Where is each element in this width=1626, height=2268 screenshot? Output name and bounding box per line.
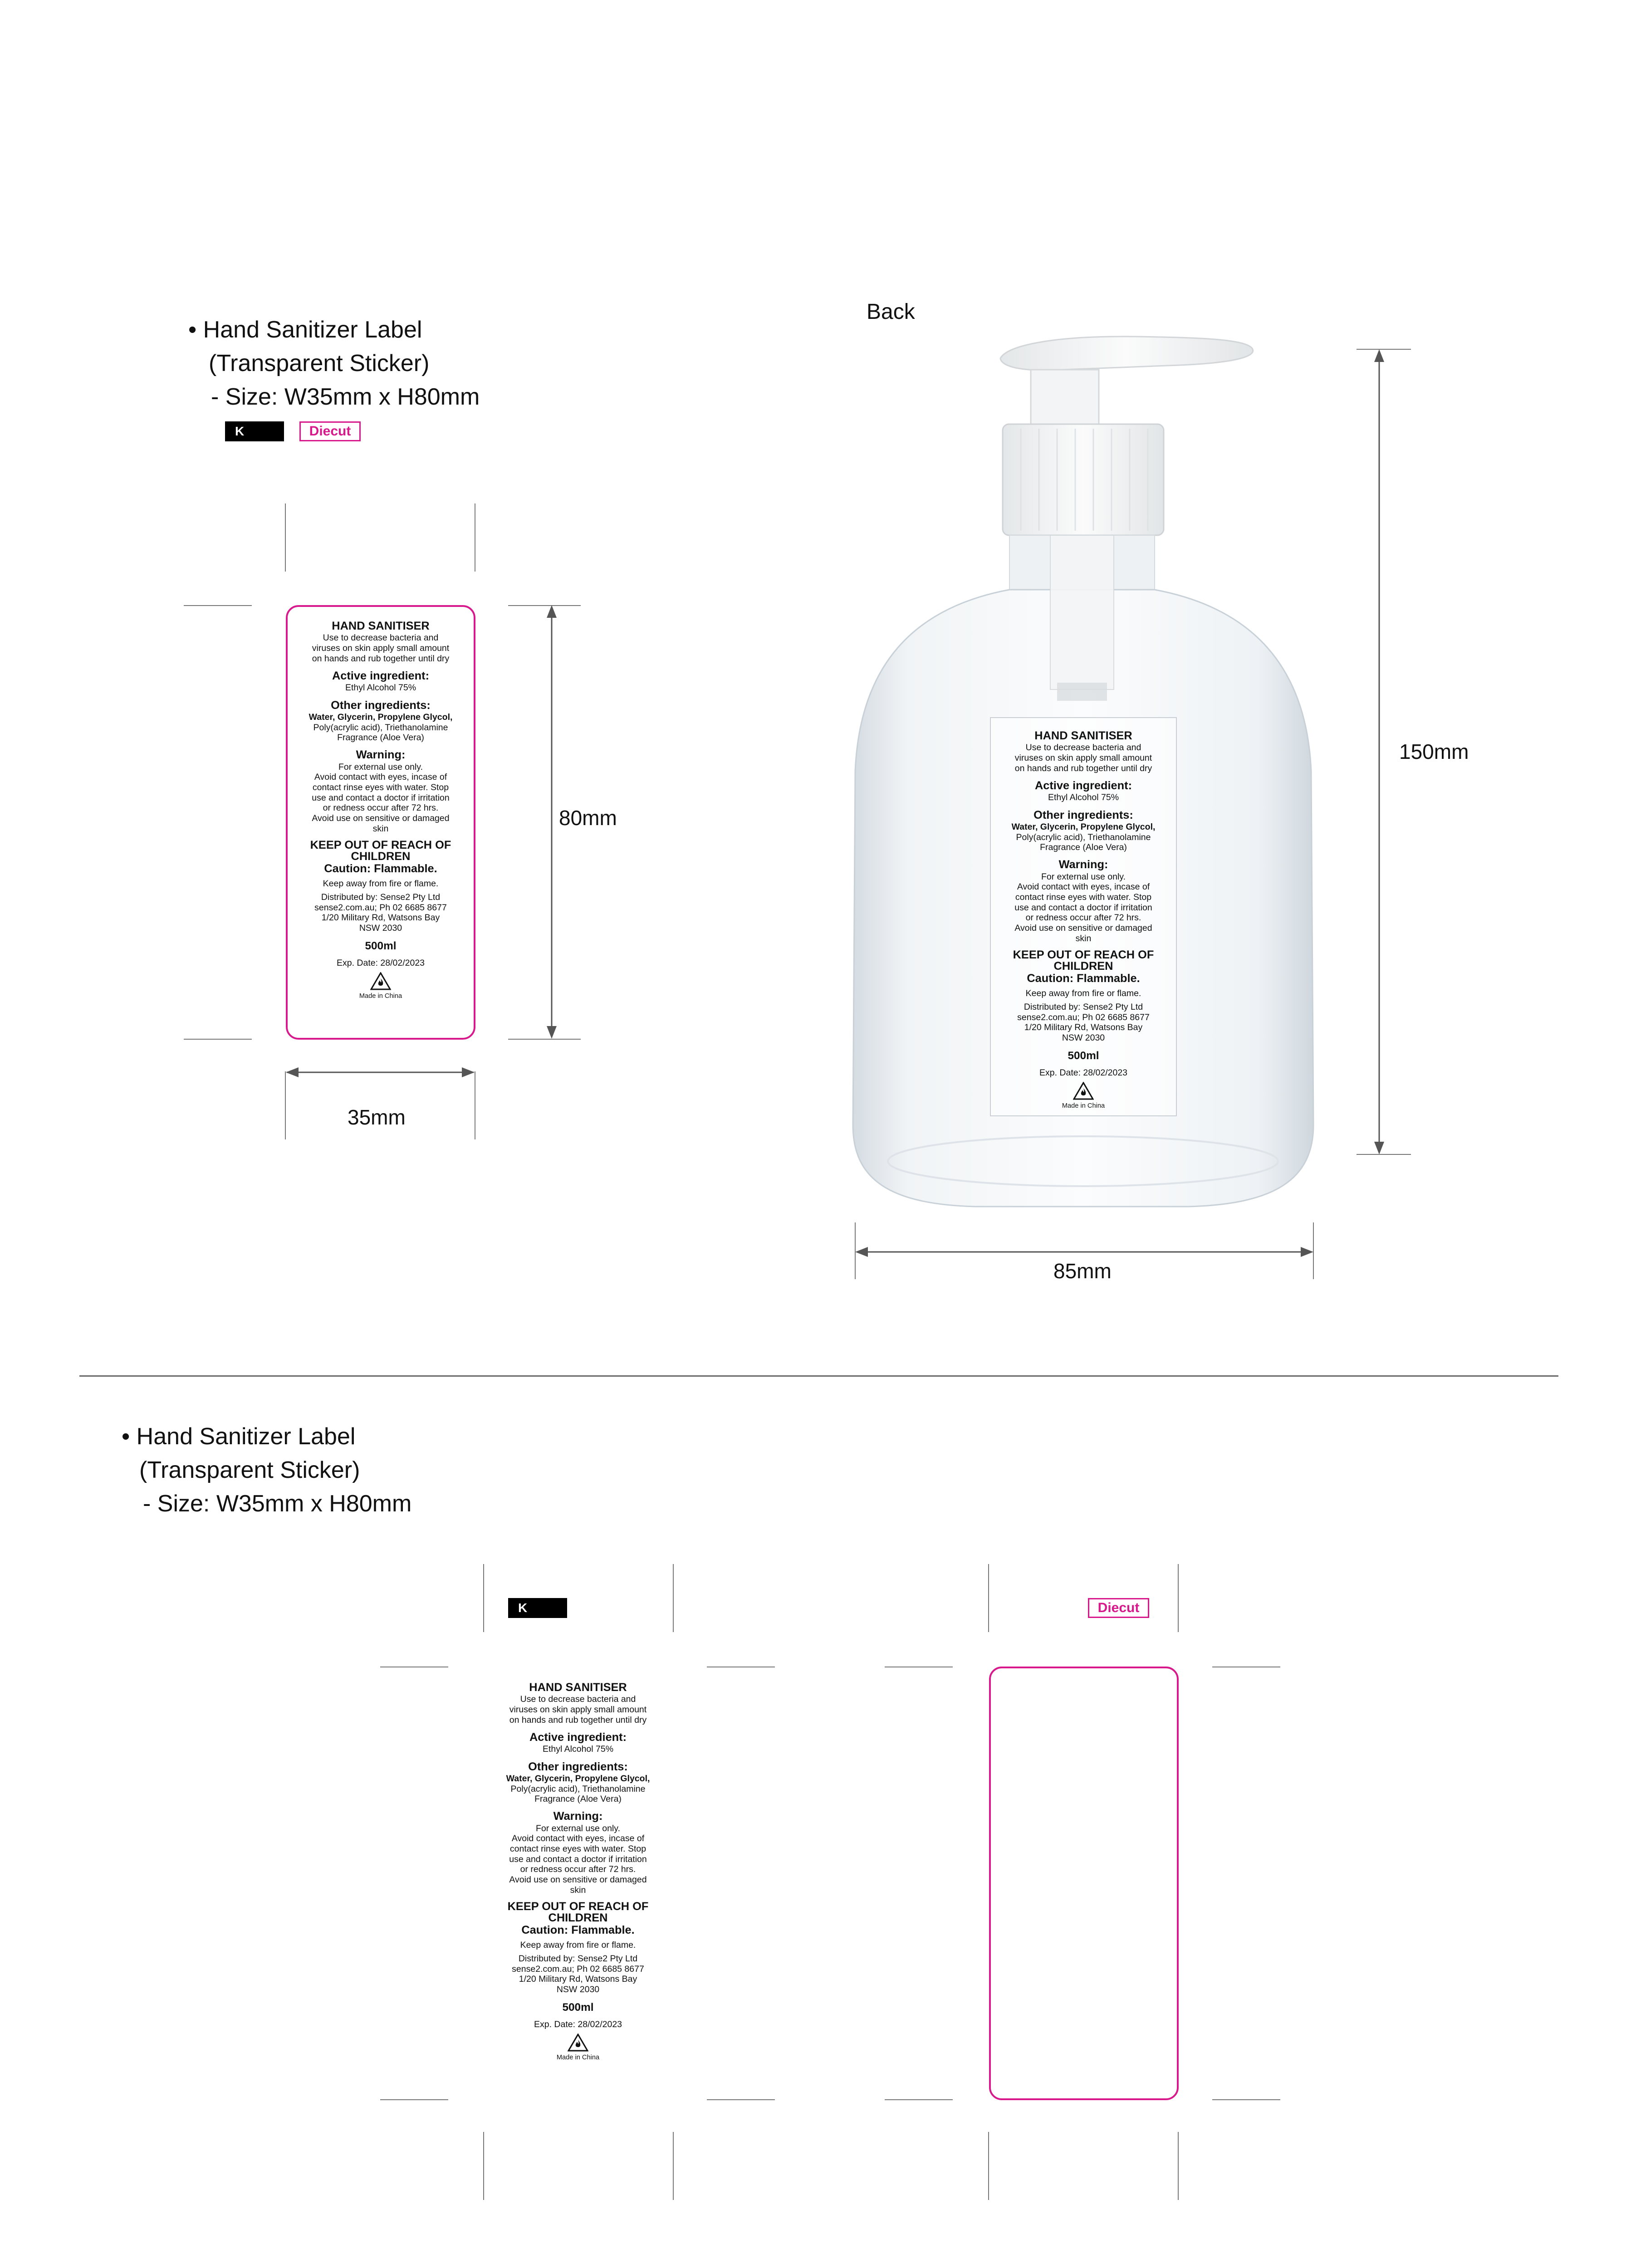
crop-mark xyxy=(988,1564,989,1632)
section-divider xyxy=(79,1375,1558,1377)
key-color-chip: K xyxy=(225,421,284,441)
label-other-2: Poly(acrylic acid), Triethanolamine xyxy=(1016,832,1151,842)
crop-mark xyxy=(988,2132,989,2200)
label-artwork-key xyxy=(488,1681,668,2062)
label-warn-2: Avoid contact with eyes, incase of xyxy=(314,772,447,782)
label-volume: 500ml xyxy=(562,2001,594,2014)
label-active-value: Ethyl Alcohol 75% xyxy=(1048,792,1119,803)
label-dist-4: NSW 2030 xyxy=(556,1984,600,1994)
crop-mark xyxy=(483,2132,484,2200)
label-warn-4: use and contact a doctor if irritation xyxy=(509,1854,647,1864)
label-warn-5: or redness occur after 72 hrs. xyxy=(1025,913,1141,923)
dip-tube xyxy=(1050,535,1114,689)
bottle-height-dim: 150mm xyxy=(1399,740,1469,763)
bottom-spec-title-1: • Hand Sanitizer Label xyxy=(122,1423,356,1450)
label-height-dim: 80mm xyxy=(559,806,617,830)
label-made-in: Made in China xyxy=(556,2054,600,2062)
crop-mark xyxy=(885,2099,953,2100)
label-dist-2: sense2.com.au; Ph 02 6685 8677 xyxy=(1017,1012,1150,1022)
label-other-3: Fragrance (Aloe Vera) xyxy=(337,733,424,743)
label-exp: Exp. Date: 28/02/2023 xyxy=(534,2019,622,2030)
label-other-title: Other ingredients: xyxy=(331,699,431,712)
crop-mark xyxy=(673,2132,674,2200)
label-keep-2: CHILDREN xyxy=(548,1911,608,1925)
label-warn-4: use and contact a doctor if irritation xyxy=(1014,902,1152,913)
bottle-label-artwork xyxy=(994,729,1173,1110)
flame-warning-triangle-icon xyxy=(994,1082,1173,1100)
label-other-2: Poly(acrylic acid), Triethanolamine xyxy=(510,1784,646,1794)
label-warn-6: Avoid use on sensitive or damaged xyxy=(312,813,450,823)
label-warning-title: Warning: xyxy=(1058,858,1108,871)
label-dist-4: NSW 2030 xyxy=(359,923,402,933)
label-active-title: Active ingredient: xyxy=(1034,779,1132,792)
label-warn-6: Avoid use on sensitive or damaged xyxy=(509,1874,647,1885)
label-heading: HAND SANITISER xyxy=(332,620,430,632)
label-exp: Exp. Date: 28/02/2023 xyxy=(1039,1068,1128,1078)
crop-mark xyxy=(1178,1564,1179,1632)
label-warning-title: Warning: xyxy=(553,1810,603,1823)
label-keep-away: Keep away from fire or flame. xyxy=(323,878,439,889)
label-warn-3: contact rinse eyes with water. Stop xyxy=(509,1844,646,1854)
label-keep-1: KEEP OUT OF REACH OF xyxy=(507,1900,649,1913)
bottom-spec-size: - Size: W35mm x H80mm xyxy=(143,1491,412,1517)
label-volume: 500ml xyxy=(365,940,397,953)
label-warn-1: For external use only. xyxy=(338,762,423,772)
view-label-back: Back xyxy=(867,300,915,324)
label-other-3: Fragrance (Aloe Vera) xyxy=(534,1794,622,1804)
label-exp: Exp. Date: 28/02/2023 xyxy=(336,958,425,968)
label-warn-5: or redness occur after 72 hrs. xyxy=(520,1864,636,1875)
label-use-3: on hands and rub together until dry xyxy=(1014,763,1152,773)
label-warn-7: skin xyxy=(570,1885,586,1895)
crop-mark xyxy=(380,2099,448,2100)
label-other-1: Water, Glycerin, Propylene Glycol, xyxy=(309,712,453,722)
label-dist-2: sense2.com.au; Ph 02 6685 8677 xyxy=(512,1964,644,1974)
label-warn-2: Avoid contact with eyes, incase of xyxy=(1017,882,1150,892)
label-other-title: Other ingredients: xyxy=(528,1760,628,1773)
label-use-3: on hands and rub together until dry xyxy=(312,653,450,664)
label-other-3: Fragrance (Aloe Vera) xyxy=(1040,842,1127,853)
crop-mark xyxy=(1212,2099,1280,2100)
label-dist-3: 1/20 Military Rd, Watsons Bay xyxy=(1024,1022,1143,1033)
pump-head xyxy=(1000,337,1253,370)
flame-warning-triangle-icon xyxy=(488,2033,668,2052)
diecut-chip: Diecut xyxy=(299,421,361,441)
label-dist-3: 1/20 Military Rd, Watsons Bay xyxy=(321,913,440,923)
label-keep-away: Keep away from fire or flame. xyxy=(1025,988,1141,998)
label-dist-2: sense2.com.au; Ph 02 6685 8677 xyxy=(314,902,447,913)
label-warn-1: For external use only. xyxy=(535,1823,621,1833)
label-other-1: Water, Glycerin, Propylene Glycol, xyxy=(1011,821,1156,832)
label-other-1: Water, Glycerin, Propylene Glycol, xyxy=(506,1773,650,1784)
label-active-value: Ethyl Alcohol 75% xyxy=(345,683,416,693)
label-dist-1: Distributed by: Sense2 Pty Ltd xyxy=(518,1954,638,1964)
label-caution: Caution: Flammable. xyxy=(521,1924,635,1937)
label-active-title: Active ingredient: xyxy=(529,1730,627,1744)
top-spec-title-2: (Transparent Sticker) xyxy=(209,350,430,376)
label-other-2: Poly(acrylic acid), Triethanolamine xyxy=(313,722,448,733)
label-active-value: Ethyl Alcohol 75% xyxy=(542,1744,614,1755)
label-use-2: viruses on skin apply small amount xyxy=(509,1705,647,1715)
label-use-2: viruses on skin apply small amount xyxy=(1014,753,1152,763)
label-made-in: Made in China xyxy=(1062,1102,1105,1110)
label-active-title: Active ingredient: xyxy=(332,669,430,682)
label-warn-3: contact rinse eyes with water. Stop xyxy=(312,782,449,793)
bottom-spec-title-2: (Transparent Sticker) xyxy=(139,1457,360,1483)
crop-mark xyxy=(707,2099,775,2100)
label-dist-3: 1/20 Military Rd, Watsons Bay xyxy=(519,1974,637,1984)
label-use-1: Use to decrease bacteria and xyxy=(520,1694,636,1705)
crop-mark xyxy=(1178,2132,1179,2200)
crop-mark xyxy=(483,1564,484,1632)
label-warning-title: Warning: xyxy=(356,748,406,762)
label-warn-5: or redness occur after 72 hrs. xyxy=(323,803,439,813)
label-use-1: Use to decrease bacteria and xyxy=(323,633,439,643)
label-caution: Caution: Flammable. xyxy=(324,862,437,875)
label-dist-1: Distributed by: Sense2 Pty Ltd xyxy=(1024,1002,1143,1012)
label-heading: HAND SANITISER xyxy=(1034,729,1132,742)
label-keep-2: CHILDREN xyxy=(1053,960,1113,973)
crop-mark xyxy=(673,1564,674,1632)
label-warn-6: Avoid use on sensitive or damaged xyxy=(1014,923,1152,933)
top-spec-title-1: • Hand Sanitizer Label xyxy=(188,317,422,343)
label-heading: HAND SANITISER xyxy=(529,1681,627,1694)
label-use-2: viruses on skin apply small amount xyxy=(312,643,450,653)
pump-collar xyxy=(1003,424,1164,535)
label-keep-1: KEEP OUT OF REACH OF xyxy=(310,838,451,851)
key-color-chip: K xyxy=(508,1598,567,1618)
label-width-dim: 35mm xyxy=(348,1105,406,1129)
bottle-width-dim: 85mm xyxy=(1053,1259,1112,1283)
label-keep-away: Keep away from fire or flame. xyxy=(520,1940,636,1950)
label-caution: Caution: Flammable. xyxy=(1027,972,1140,985)
label-warn-7: skin xyxy=(372,823,389,834)
label-use-3: on hands and rub together until dry xyxy=(509,1715,647,1725)
label-volume: 500ml xyxy=(1068,1050,1099,1062)
top-spec-size: - Size: W35mm x H80mm xyxy=(211,384,480,410)
label-warn-3: contact rinse eyes with water. Stop xyxy=(1015,892,1152,903)
label-warn-1: For external use only. xyxy=(1041,871,1126,882)
diecut-chip: Diecut xyxy=(1088,1598,1149,1618)
label-keep-1: KEEP OUT OF REACH OF xyxy=(1013,948,1154,961)
label-dist-4: NSW 2030 xyxy=(1062,1032,1105,1043)
label-keep-2: CHILDREN xyxy=(351,850,411,863)
label-made-in: Made in China xyxy=(359,992,402,1000)
label-warn-4: use and contact a doctor if irritation xyxy=(312,792,450,803)
label-warn-2: Avoid contact with eyes, incase of xyxy=(511,1833,645,1844)
pump-stem xyxy=(1031,370,1099,424)
label-warn-7: skin xyxy=(1075,933,1092,943)
label-use-1: Use to decrease bacteria and xyxy=(1025,743,1141,753)
label-other-title: Other ingredients: xyxy=(1033,808,1133,821)
diecut-outline xyxy=(989,1667,1179,2100)
label-dist-1: Distributed by: Sense2 Pty Ltd xyxy=(321,892,441,903)
